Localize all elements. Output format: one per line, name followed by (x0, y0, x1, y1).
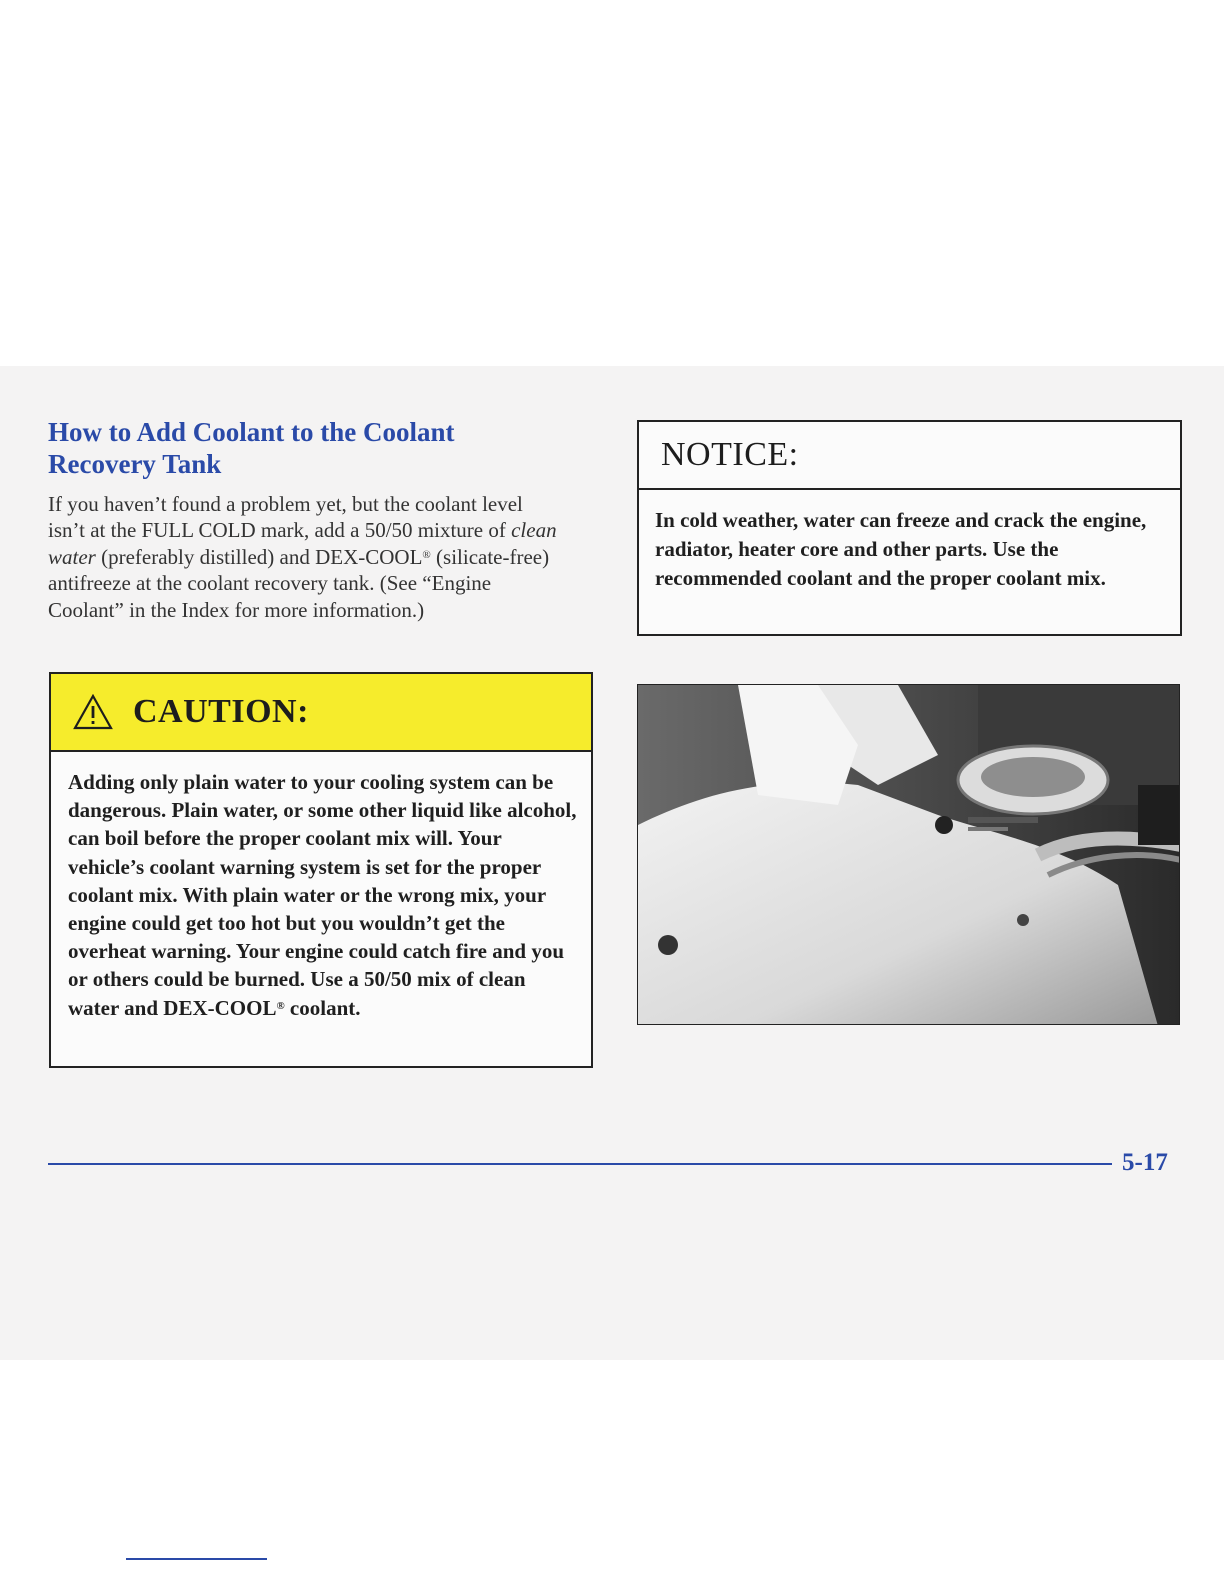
coolant-tank-illustration (638, 685, 1180, 1025)
bottom-rule (126, 1558, 267, 1560)
intro-paragraph (48, 491, 558, 623)
warning-triangle-icon (73, 694, 113, 730)
section-heading: How to Add Coolant to the Coolant Recovery Tank (48, 417, 455, 479)
caution-header (51, 674, 591, 752)
intro-text-2: (preferably distilled) and DEX-COOL (95, 544, 423, 569)
notice-header (639, 422, 1180, 490)
caution-text-end: coolant. (284, 995, 361, 1020)
caution-box (49, 672, 593, 1068)
notice-body: In cold weather, water can freeze and crack the engine, radiator, heater core and other parts. Use the recommended coolant and the proper coolant mix. (655, 508, 1147, 590)
notice-box (637, 420, 1182, 636)
caution-body (51, 752, 591, 1022)
page-number: 5-17 (1122, 1149, 1168, 1176)
intro-text-1: If you haven’t found a problem yet, but the coolant level isn’t at the FULL COLD mark, add a 50/50 mixture of (48, 492, 523, 543)
footer-rule (48, 1163, 1112, 1165)
notice-title: NOTICE: (661, 436, 799, 473)
caution-title: CAUTION: (133, 693, 309, 730)
caution-text: Adding only plain water to your cooling system can be dangerous. Plain water, or some other liquid like alcohol, can boil before the proper coolant mix will. Your vehicle’s coolant warning system is set for the proper coolant mix. With plain water or the wrong mix, your engine could get too hot but you wouldn’t get the overheat warning. Your engine could catch fire and you or others could be burned. Use a 50/50 mix of clean water and DEX-COOL (68, 770, 577, 1020)
coolant-tank-photo (637, 684, 1180, 1025)
intro-text-3: (silicate-free) antifreeze at the coolant recovery tank. (See “Engine Coolant” in the Index for more information.) (48, 544, 550, 622)
registered-mark: ® (422, 548, 431, 561)
intro-italic-text: clean water (48, 518, 557, 569)
caution-registered-mark: ® (276, 999, 285, 1012)
